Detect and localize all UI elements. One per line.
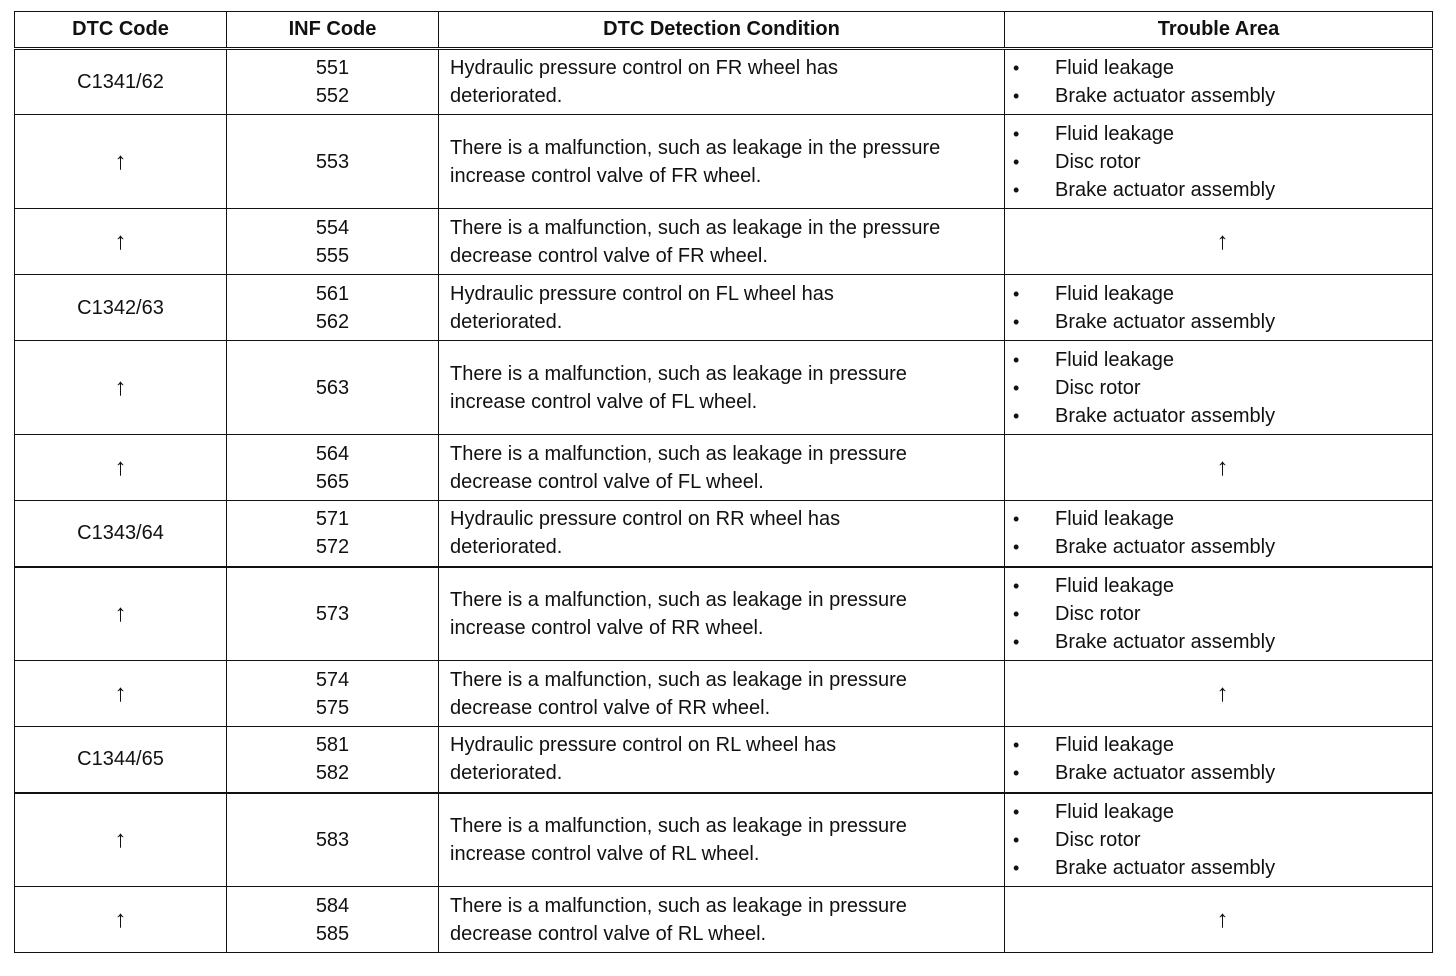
trouble-area-cell [1005,115,1433,209]
condition-text: increase control valve of RL wheel. [450,842,760,865]
list-item [1013,280,1432,308]
trouble-area-cell [1005,435,1433,501]
condition-text: decrease control valve of FL wheel. [450,470,764,493]
dtc-code: C1341/62 [77,71,164,93]
table-row [15,501,1433,567]
bullet-icon: • [1013,311,1020,332]
condition-text: There is a malfunction, such as leakage in pressure [450,894,907,917]
condition-text: deteriorated. [450,536,563,559]
table-row [15,887,1433,953]
dtc-code-cell [15,341,227,435]
inf-code: 555 [315,244,350,267]
trouble-area-list [1013,505,1432,561]
detection-condition-cell [439,275,1005,341]
dtc-code-cell [15,501,227,567]
dtc-table [14,11,1433,953]
list-item [1013,374,1432,402]
header-detection-condition: DTC Detection Condition [439,12,1005,49]
trouble-area-text: Brake actuator assembly [1055,630,1276,653]
dtc-code-cell [15,727,227,793]
list-item [1013,148,1432,176]
trouble-area-text: Fluid leakage [1055,508,1174,531]
trouble-area-cell [1005,567,1433,661]
detection-condition-cell [439,661,1005,727]
inf-code: 564 [315,442,350,465]
inf-code-cell [227,567,439,661]
dtc-code: C1342/63 [77,296,164,319]
trouble-area-text: Brake actuator assembly [1055,85,1276,107]
table-row [15,435,1433,501]
list-item [1013,346,1432,374]
inf-code-cell [227,341,439,435]
bullet-icon: • [1013,123,1020,144]
inf-code: 561 [315,282,350,305]
trouble-area-text: Brake actuator assembly [1055,404,1276,427]
inf-code: 575 [315,696,350,719]
inf-code-cell [227,209,439,275]
table-row [15,661,1433,727]
up-arrow-icon: ↑ [114,825,127,853]
inf-code-cell [227,727,439,793]
condition-text: increase control valve of FR wheel. [450,164,762,187]
bullet-icon: • [1013,857,1020,878]
up-arrow-icon: ↑ [1216,679,1229,707]
trouble-area-text: Disc rotor [1055,602,1141,625]
detection-condition-cell [439,435,1005,501]
condition-text: Hydraulic pressure control on RL wheel has [450,734,837,757]
up-arrow-icon: ↑ [114,453,127,481]
inf-code-cell [227,793,439,887]
trouble-area-text: Disc rotor [1055,150,1141,173]
inf-code: 562 [315,310,350,333]
condition-text: There is a malfunction, such as leakage in the pressure [450,216,941,239]
condition-text: There is a malfunction, such as leakage in pressure [450,362,907,385]
table-row [15,49,1433,115]
trouble-area-text: Fluid leakage [1055,800,1174,823]
bullet-icon: • [1013,349,1020,370]
condition-text: There is a malfunction, such as leakage in pressure [450,588,907,611]
inf-code: 563 [315,376,350,399]
table-row [15,209,1433,275]
inf-code-cell [227,435,439,501]
detection-condition-cell [439,887,1005,953]
trouble-area-text: Brake actuator assembly [1055,856,1276,879]
up-arrow-icon: ↑ [1216,227,1229,255]
list-item [1013,82,1432,110]
trouble-area-text: Fluid leakage [1055,348,1174,371]
detection-condition-cell [439,341,1005,435]
inf-code-cell [227,275,439,341]
bullet-icon: • [1013,509,1020,530]
trouble-area-cell [1005,887,1433,953]
table-row [15,275,1433,341]
condition-text: Hydraulic pressure control on FR wheel has [450,57,838,79]
dtc-code-cell [15,887,227,953]
bullet-icon: • [1013,405,1020,426]
table-row [15,567,1433,661]
up-arrow-icon: ↑ [1216,905,1229,933]
dtc-code-cell [15,49,227,115]
trouble-area-text: Brake actuator assembly [1055,310,1276,333]
list-item [1013,572,1432,600]
dtc-code-cell [15,209,227,275]
bullet-icon: • [1013,735,1020,756]
detection-condition-cell [439,727,1005,793]
trouble-area-cell [1005,661,1433,727]
inf-code: 572 [315,536,350,559]
up-arrow-icon: ↑ [1216,453,1229,481]
condition-text: There is a malfunction, such as leakage in pressure [450,442,907,465]
inf-code: 553 [315,150,350,173]
bullet-icon: • [1013,151,1020,172]
trouble-area-list [1013,798,1432,882]
inf-code-cell [227,115,439,209]
inf-code: 573 [315,602,350,625]
table-row [15,341,1433,435]
bullet-icon: • [1013,575,1020,596]
dtc-code: C1343/64 [77,522,164,545]
trouble-area-cell [1005,727,1433,793]
inf-code: 565 [315,470,350,493]
bullet-icon: • [1013,537,1020,558]
trouble-area-cell [1005,501,1433,567]
up-arrow-icon: ↑ [114,905,127,933]
detection-condition-cell [439,49,1005,115]
list-item [1013,731,1432,759]
bullet-icon: • [1013,829,1020,850]
condition-text: decrease control valve of RL wheel. [450,922,767,945]
table-row [15,793,1433,887]
bullet-icon: • [1013,283,1020,304]
inf-code-cell [227,501,439,567]
bullet-icon: • [1013,801,1020,822]
bullet-icon: • [1013,603,1020,624]
list-item [1013,176,1432,204]
dtc-code-cell [15,115,227,209]
dtc-code-cell [15,793,227,887]
condition-text: decrease control valve of RR wheel. [450,696,771,719]
list-item [1013,798,1432,826]
condition-text: increase control valve of FL wheel. [450,390,758,413]
header-trouble-area: Trouble Area [1005,12,1433,49]
condition-text: decrease control valve of FR wheel. [450,244,768,267]
bullet-icon: • [1013,179,1020,200]
inf-code-cell [227,661,439,727]
trouble-area-text: Fluid leakage [1055,122,1174,145]
trouble-area-list [1013,120,1432,204]
trouble-area-text: Fluid leakage [1055,282,1174,305]
list-item [1013,600,1432,628]
trouble-area-text: Disc rotor [1055,376,1141,399]
condition-text: There is a malfunction, such as leakage in pressure [450,668,907,691]
up-arrow-icon: ↑ [114,679,127,707]
header-inf-code: INF Code [227,12,439,49]
bullet-icon: • [1013,631,1020,652]
list-item [1013,308,1432,336]
condition-text: There is a malfunction, such as leakage in the pressure [450,136,941,159]
inf-code: 554 [315,216,350,239]
detection-condition-cell [439,501,1005,567]
inf-code: 574 [315,668,350,691]
trouble-area-list [1013,731,1432,787]
list-item [1013,54,1432,82]
list-item [1013,628,1432,656]
condition-text: deteriorated. [450,762,563,785]
trouble-area-cell [1005,275,1433,341]
inf-code: 583 [315,828,350,851]
inf-code: 552 [315,85,350,107]
trouble-area-cell [1005,209,1433,275]
up-arrow-icon: ↑ [114,147,127,175]
dtc-code-cell [15,275,227,341]
bullet-icon: • [1013,763,1020,784]
inf-code-cell [227,887,439,953]
trouble-area-text: Brake actuator assembly [1055,178,1276,201]
bullet-icon: • [1013,58,1020,78]
inf-code-cell [227,49,439,115]
list-item [1013,826,1432,854]
dtc-code-cell [15,661,227,727]
table-row [15,727,1433,793]
up-arrow-icon: ↑ [114,227,127,255]
header-dtc-code: DTC Code [15,12,227,49]
condition-text: increase control valve of RR wheel. [450,616,764,639]
dtc-code-cell [15,567,227,661]
condition-text: deteriorated. [450,310,563,333]
inf-code: 571 [315,508,350,531]
inf-code: 585 [315,922,350,945]
inf-code: 551 [315,57,350,79]
up-arrow-icon: ↑ [114,373,127,401]
trouble-area-list [1013,54,1432,110]
trouble-area-text: Brake actuator assembly [1055,536,1276,559]
detection-condition-cell [439,793,1005,887]
condition-text: There is a malfunction, such as leakage in pressure [450,814,907,837]
list-item [1013,533,1432,561]
condition-text: Hydraulic pressure control on RR wheel has [450,508,841,531]
detection-condition-cell [439,115,1005,209]
bullet-icon: • [1013,86,1020,106]
list-item [1013,120,1432,148]
up-arrow-icon: ↑ [114,599,127,627]
detection-condition-cell [439,567,1005,661]
inf-code: 582 [315,762,350,785]
bullet-icon: • [1013,377,1020,398]
detection-condition-cell [439,209,1005,275]
list-item [1013,854,1432,882]
list-item [1013,402,1432,430]
trouble-area-text: Fluid leakage [1055,574,1174,597]
trouble-area-text: Fluid leakage [1055,734,1174,757]
table-body [15,49,1433,953]
trouble-area-list [1013,280,1432,336]
inf-code: 584 [315,894,350,917]
inf-code: 581 [315,734,350,757]
condition-text: Hydraulic pressure control on FL wheel has [450,282,834,305]
trouble-area-cell [1005,793,1433,887]
list-item [1013,759,1432,787]
trouble-area-cell [1005,49,1433,115]
dtc-code: C1344/65 [77,748,164,771]
trouble-area-text: Fluid leakage [1055,57,1174,79]
table-header [15,12,1433,49]
list-item [1013,505,1432,533]
dtc-code-cell [15,435,227,501]
table-row [15,115,1433,209]
trouble-area-text: Disc rotor [1055,828,1141,851]
trouble-area-cell [1005,341,1433,435]
trouble-area-text: Brake actuator assembly [1055,762,1276,785]
trouble-area-list [1013,346,1432,430]
condition-text: deteriorated. [450,85,563,107]
trouble-area-list [1013,572,1432,656]
